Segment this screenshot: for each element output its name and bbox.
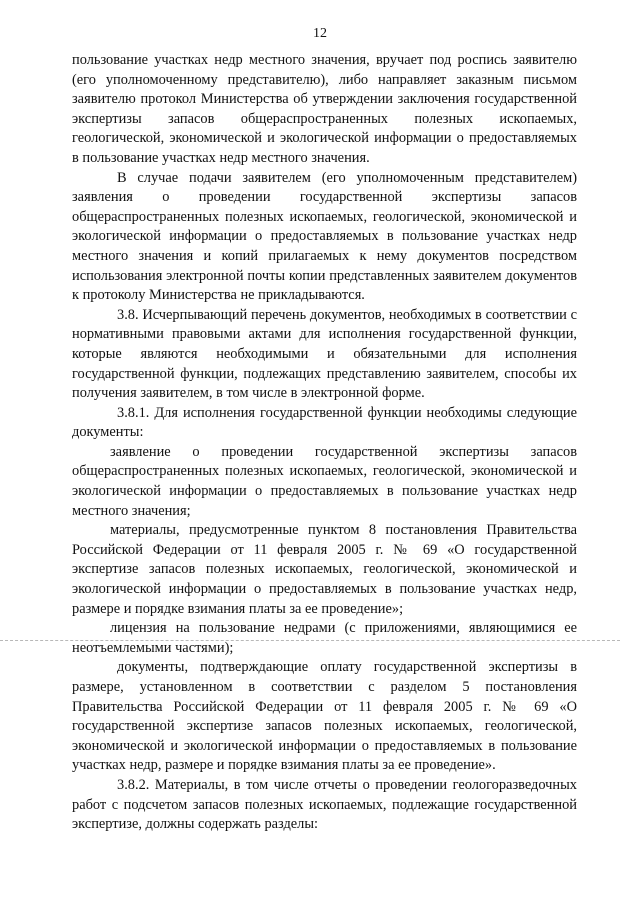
list-item-payment-documents: документы, подтверждающие оплату государственной экспертизы в размере, установленном в соответствии с разделом 5 постановления Правительства Российской Федерации от 11 февраля 2005 г. № 69 «О государственной экспертизе запасов полезных ископаемых, геологической, экономической и экологической информации о предоставляемых в пользование участках недр, размере и порядке взимания платы за ее проведение». [72, 659, 577, 774]
paragraph-section-3-8-1: 3.8.1. Для исполнения государственной функции необходимы следующие документы: [72, 404, 577, 441]
paragraph-continuation: пользование участках недр местного значения, вручает под роспись заявителю (его уполномоченному представителю), либо направляет заказным письмом заявителю протокол Министерства об утверждении заключения государственной экспертизы запасов общераспространенных полезных ископаемых, геологической, экономической и экологической информации о предоставляемых в пользование участках недр местного значения. [72, 52, 577, 166]
list-item-application: заявление о проведении государственной экспертизы запасов общераспространенных полезных ископаемых, геологической, экономической и экологической информации о предоставляемых в пользование участках недр местного значения; [72, 443, 577, 519]
list-item-materials: материалы, предусмотренные пунктом 8 постановления Правительства Российской Федерации от 11 февраля 2005 г. № 69 «О государственной экспертизе запасов полезных ископаемых, геологической, экономической и экологической информации о предоставляемых в пользование участках недр, размере и порядке взимания платы за ее проведение»; [72, 522, 577, 617]
page-number: 12 [313, 26, 327, 41]
document-body [72, 51, 577, 835]
paragraph-email-submission: В случае подачи заявителем (его уполномоченным представителем) заявления о проведении государственной экспертизы запасов общераспространенных полезных ископаемых, геологической, экономической и экологической информации о предоставляемых в пользование участках недр местного значения и копий прилагаемых к нему документов посредством использования электронной почты копии представленных заявителем документов к протоколу Министерства не прикладываются. [72, 169, 577, 304]
paragraph-section-3-8: 3.8. Исчерпывающий перечень документов, необходимых в соответствии с нормативными правовыми актами для исполнения государственной функции, которые являются необходимыми и обязательными для исполнения государственной функции, подлежащих представлению заявителем, способы их получения заявителем, в том числе в электронной форме. [72, 306, 577, 402]
list-item-license: лицензия на пользование недрами (с приложениями, являющимися ее неотъемлемыми частями); [72, 620, 577, 656]
paragraph-section-3-8-2: 3.8.2. Материалы, в том числе отчеты о проведении геологоразведочных работ с подсчетом запасов полезных ископаемых, подлежащие государственной экспертизе, должны содержать разделы: [72, 776, 577, 833]
